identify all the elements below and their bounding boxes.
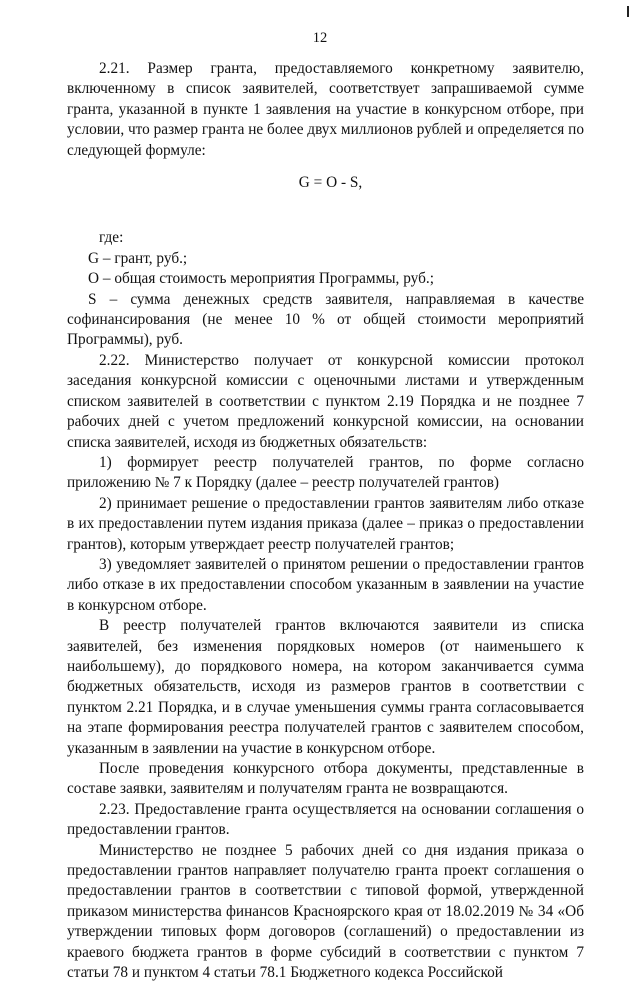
list-item-2: 2) принимает решение о предоставлении грантов заявителям либо отказе в их предоставлении путем издания приказа (далее – приказ о предоставлении грантов), которым утверждает реестр получателей грантов; [67, 494, 584, 553]
definition-s: S – сумма денежных средств заявителя, направляемая в качестве софинансирования (не менее 10 % от общей стоимости мероприятий Программы), руб. [67, 290, 584, 349]
list-item-1: 1) формирует реестр получателей грантов, по форме согласно приложению № 7 к Порядку (далее – реестр получателей грантов) [67, 453, 584, 492]
scan-mark [627, 6, 629, 17]
formula-where-label: где: [99, 229, 124, 247]
list-item-3: 3) уведомляет заявителей о принятом решении о предоставлении грантов либо отказе в их предоставлении способом указанным в заявлении на участие в конкурсном отборе. [67, 555, 584, 614]
page-number: 12 [312, 30, 328, 46]
paragraph-2-22: 2.22. Министерство получает от конкурсной комиссии протокол заседания конкурсной комиссии с оценочными листами и утвержденным списком заявителей в соответствии с пунктом 2.19 Порядка и не позднее 7 рабочих дней с учетом предложений конкурсной комиссии, на основании списка заявителей, исходя из бюджетных обязательств: [67, 351, 584, 451]
paragraph-documents: После проведения конкурсного отбора документы, представленные в составе заявки, заявителям и получателям гранта не возвращаются. [67, 760, 584, 798]
document-body [67, 59, 584, 983]
paragraph-2-21: 2.21. Размер гранта, предоставляемого конкретному заявителю, включенному в список заявителей, соответствует запрашиваемой сумме гранта, указанной в пункте 1 заявления на участие в конкурсном отборе, при условии, что размер гранта не более двух миллионов рублей и определяется по следующей формуле: [67, 60, 584, 159]
definition-o: O – общая стоимость мероприятия Программы, руб.; [88, 270, 434, 288]
paragraph-2-23: 2.23. Предоставление гранта осуществляется на основании соглашения о предоставлении грантов. [67, 800, 584, 839]
paragraph-registry: В реестр получателей грантов включаются заявители из списка заявителей, без изменения порядковых номеров (от наименьшего к наибольшему), до порядкового номера, на котором заканчивается сумма бюджетных обязательств, исходя из размеров грантов в соответствии с пунктом 2.21 Порядка, и в случае уменьшения суммы гранта согласовывается на этапе формирования реестра получателей грантов с заявителем способом, указанным в заявлении на участие в конкурсном отборе. [67, 617, 584, 757]
definition-g: G – грант, руб.; [88, 249, 188, 267]
grant-formula: G = O - S, [298, 174, 363, 192]
paragraph-agreement: Министерство не позднее 5 рабочих дней со дня издания приказа о предоставлении грантов направляет получателю гранта проект соглашения о предоставлении грантов в соответствии с типовой формой, утвержденной приказом министерства финансов Красноярского края от 18.02.2019 № 34 «Об утверждении типовых форм договоров (соглашений) о предоставлении из краевого бюджета грантов в форме субсидий в соответствии с пунктом 7 статьи 78 и пунктом 4 статьи 78.1 Бюджетного кодекса Российской [67, 841, 584, 982]
